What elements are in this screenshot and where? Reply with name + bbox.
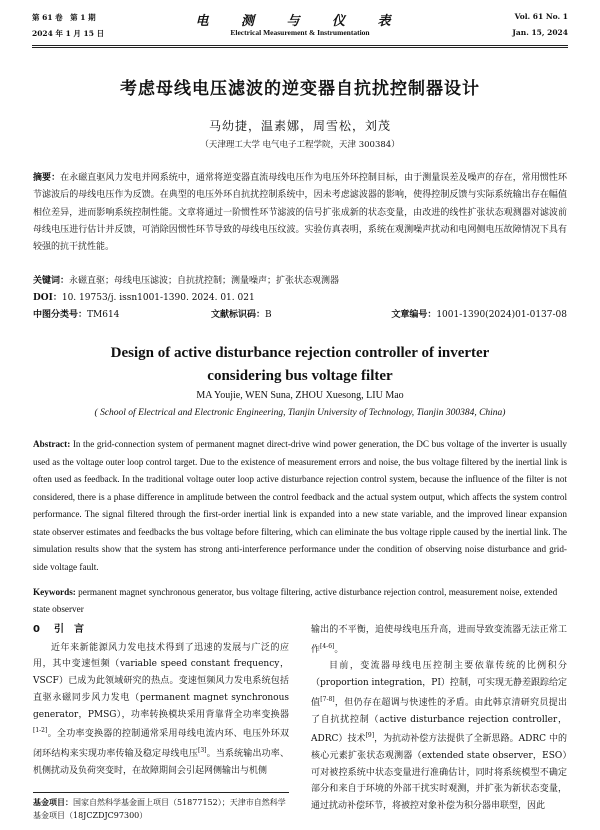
title-en-line1: Design of active disturbance rejection controller of inverter [110, 345, 490, 361]
article-value: 1001-1390(2024)01-0137-08 [436, 310, 567, 320]
keywords-en-text: permanent magnet synchronous generator, bus voltage filtering, active disturbance rejection control, measurement noise, extended state observer [33, 587, 558, 614]
citation: [4-6] [320, 642, 335, 650]
citation: [3] [197, 746, 207, 754]
header-rule-top [32, 45, 568, 46]
body-paragraph [311, 622, 567, 658]
keywords-en-label: Keywords: [33, 587, 76, 597]
running-header [32, 10, 568, 44]
affiliation-cn: （天津理工大学 电气电子工程学院，天津 300384） [200, 140, 400, 150]
header-journal-cn: 电 测 与 仪 表 [195, 14, 405, 29]
header-date-cn: 2024 年 1 月 15 日 [32, 29, 105, 38]
section-heading [33, 622, 289, 639]
section-number: 0 [33, 624, 40, 635]
citation: [1-2] [33, 727, 48, 735]
keywords-cn-text: 永磁直驱；母线电压滤波；自抗扰控制；测量噪声；扩张状态观测器 [69, 276, 340, 286]
funding-label: 基金项目： [33, 797, 73, 807]
abstract-cn-text: 在永磁直驱风力发电并网系统中，通常将逆变器直流母线电压作为电压外环控制目标，由于测量误差及噪声的存在，常用惯性环节滤波后的母线电压作为反馈。在典型的电压外环自抗扰控制系统中，因未考虑滤波器的影响，使得控制反馈与实际系统输出存在幅值相位差异，进而影响系统控制性能。文章将通过一阶惯性环节滤波的信号扩张成新的状态变量，由改进的线性扩张状态观测器对滤波前母线电压进行估计并反馈，可消除因惯性环节导致的母线电压纹波。实验仿真表明，系统在观测噪声扰动和电网侧电压故障情况下具有较强的抗干扰性能。 [33, 173, 567, 253]
article-label: 文章编号： [391, 310, 437, 320]
body-text: 近年来新能源风力发电技术得到了迅速的发展与广泛的应用，其中变速恒频（variable speed constant frequency，VSCF）已成为此领域研究的热点。变速恒频风力发电系统包括直驱永磁同步风力发电（permanent magnet synchronous generator，PMSG），功率转换模块采用背靠背全功率变换器 [33, 642, 289, 720]
authors-cn: 马幼捷，温素娜，周雪松，刘茂 [208, 119, 391, 133]
funding-footnote [33, 792, 289, 822]
doi-text: 10. 19753/j. issn1001-1390. 2024. 01. 021 [61, 293, 255, 303]
body-text: 输出的不平衡，追使母线电压升高，进而导致变流器无法正常工作 [311, 625, 567, 655]
abstract-cn [33, 170, 567, 256]
keywords-cn-label: 关键词： [33, 276, 70, 286]
body-text: 。当系统输出功率、机侧扰动及负荷突变时，在故障期间会引起网侧输出与机侧 [33, 748, 289, 776]
citation: [7-8] [320, 695, 335, 703]
body-column-left [33, 622, 289, 779]
abstract-en-text: In the grid-connection system of permanent magnet direct-drive wind power generation, the DC bus voltage of the inverter is usually used as the voltage outer loop control target. Due to the existence of measurement errors and noise, the bus voltage filtered by the inertial link is often used as feedback. In the traditional voltage outer loop active disturbance rejection control system, because the influence of the filter is not considered, there is a phase difference in amplitude between the control feedback and the actual system output, which affects the system control performance. The signal filtered through the first-order inertial link is expanded into a new state variable, and the improved linear expansion state observer estimates and feedbacks the bus voltage before filtering, which can eliminate the bus voltage ripple caused by the inertial link. The simulation results show that the system has strong anti-interference performance under the condition of observing noise disturbance and grid-side voltage fault. [33, 439, 567, 572]
article-number [391, 307, 567, 320]
doi-line [33, 290, 567, 303]
title-en-line2: considering bus voltage filter [207, 368, 393, 384]
header-rule-bottom [32, 47, 568, 48]
body-text: 。 [334, 644, 344, 655]
keywords-en [33, 584, 567, 618]
title-cn: 考虑母线电压滤波的逆变器自抗扰控制器设计 [120, 79, 480, 99]
body-paragraph [311, 658, 567, 814]
doi-label: DOI： [33, 293, 62, 303]
body-paragraph [33, 640, 289, 780]
title-en [0, 342, 600, 388]
doc-code [211, 307, 272, 320]
abstract-cn-label: 摘要： [33, 173, 61, 183]
citation: [9] [365, 732, 375, 740]
clc-label: 中图分类号： [33, 310, 88, 320]
abstract-en [33, 436, 567, 576]
doc-value: B [265, 310, 272, 320]
header-volume: 第 61 卷 第 1 期 [32, 13, 96, 22]
body-column-right [311, 622, 567, 815]
header-date-en: Jan. 15, 2024 [512, 28, 568, 37]
section-title: 引 言 [53, 624, 84, 635]
abstract-en-label: Abstract: [33, 439, 71, 449]
body-text: 。全功率变换器的控制通常采用母线电流内环、电压外环双闭环结构来实现功率传输及稳定母线电压 [33, 729, 289, 759]
clc [33, 307, 119, 320]
body-text: ，但仍存在超调与快速性的矛盾。由此韩京清研究员提出了自抗扰控制（active disturbance rejection controller，ADRC）技术 [311, 697, 567, 745]
keywords-cn [33, 273, 567, 290]
header-vol-en: Vol. 61 No. 1 [514, 12, 568, 21]
doc-label: 文献标识码： [211, 310, 266, 320]
affiliation-en: ( School of Electrical and Electronic Engineering, Tianjin University of Technology, Tianjin 300384, China) [94, 408, 506, 418]
funding-text: 国家自然科学基金面上项目（51877152）；天津市自然科学基金项目（18JCZDJC97300） [33, 798, 286, 820]
header-journal-en: Electrical Measurement & Instrumentation [230, 28, 370, 37]
body-text: 目前，变流器母线电压控制主要依靠传统的比例积分（proportion integration，PI）控制，可实现无静差跟踪给定值 [311, 661, 567, 708]
authors-en: MA Youjie, WEN Suna, ZHOU Xuesong, LIU Mao [196, 390, 404, 401]
body-text: ，为抗动补偿方法提供了全新思路。ADRC 中的核心元素扩张状态观测器（extended state observer，ESO）可对被控系统中状态变量进行准确估计，同时将系统模型不确定部分和来自于环境的外部干扰实时观测，并扩张为新状态变量，通过扰动补偿环节，将被控对象补偿为积分器串联型，因此 [311, 734, 567, 812]
clc-value: TM614 [87, 310, 120, 320]
classification-line [33, 307, 567, 321]
